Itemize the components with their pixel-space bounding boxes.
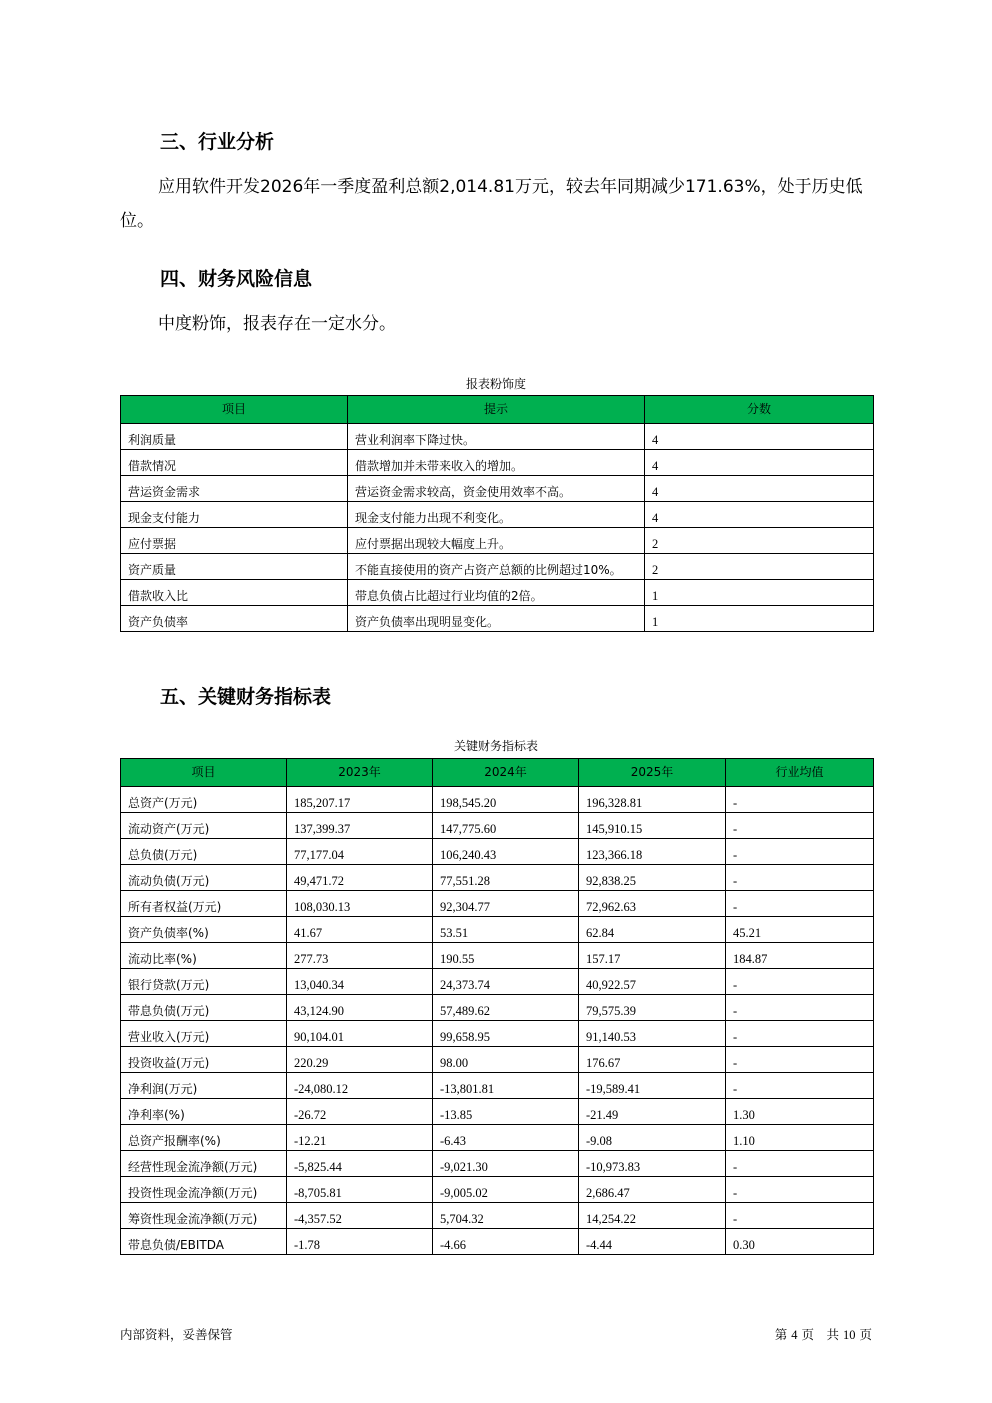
value-cell: 4: [645, 424, 874, 450]
row-label-cell: 净利润(万元): [121, 1073, 287, 1099]
value-cell: 277.73: [287, 943, 433, 969]
page-mid: 页 共: [801, 1327, 840, 1342]
value-cell: -: [726, 787, 874, 813]
table-row: [121, 1047, 874, 1073]
value-cell: 176.67: [579, 1047, 726, 1073]
row-label-cell: 营业收入(万元): [121, 1021, 287, 1047]
value-cell: 14,254.22: [579, 1203, 726, 1229]
value-cell: 108,030.13: [287, 891, 433, 917]
value-cell: 91,140.53: [579, 1021, 726, 1047]
section-heading-indicators: 五、关键财务指标表: [160, 686, 332, 708]
header-cell: 2023年: [287, 759, 433, 787]
value-cell: -24,080.12: [287, 1073, 433, 1099]
table-row: [121, 502, 874, 528]
row-label-cell: 银行贷款(万元): [121, 969, 287, 995]
value-cell: 198,545.20: [433, 787, 579, 813]
row-label-cell: 筹资性现金流净额(万元): [121, 1203, 287, 1229]
row-label-cell: 带息负债(万元): [121, 995, 287, 1021]
page-total: 10: [843, 1328, 856, 1342]
row-label-cell: 资产负债率(%): [121, 917, 287, 943]
value-cell: -8,705.81: [287, 1177, 433, 1203]
value-cell: 49,471.72: [287, 865, 433, 891]
value-cell: 2,686.47: [579, 1177, 726, 1203]
table-row: [121, 891, 874, 917]
value-cell: 1: [645, 580, 874, 606]
value-cell: 应付票据出现较大幅度上升。: [348, 528, 645, 554]
value-cell: 45.21: [726, 917, 874, 943]
value-cell: 106,240.43: [433, 839, 579, 865]
value-cell: -: [726, 1151, 874, 1177]
table-row: [121, 813, 874, 839]
value-cell: 2: [645, 528, 874, 554]
row-label-cell: 投资收益(万元): [121, 1047, 287, 1073]
value-cell: 157.17: [579, 943, 726, 969]
section-heading-risk: 四、财务风险信息: [160, 268, 313, 290]
header-cell: 2024年: [433, 759, 579, 787]
risk-table-caption: 报表粉饰度: [465, 377, 526, 391]
value-cell: 90,104.01: [287, 1021, 433, 1047]
table-row: [121, 1203, 874, 1229]
footer-page-number: [775, 1325, 872, 1343]
value-cell: -9.08: [579, 1125, 726, 1151]
indicator-table-caption: 关键财务指标表: [453, 739, 538, 753]
page-prefix: 第: [774, 1327, 788, 1342]
row-label-cell: 投资性现金流净额(万元): [121, 1177, 287, 1203]
table-header-row: [121, 759, 874, 787]
value-cell: 5,704.32: [433, 1203, 579, 1229]
value-cell: -: [726, 813, 874, 839]
value-cell: -10,973.83: [579, 1151, 726, 1177]
indicator-table: [120, 758, 874, 1255]
value-cell: -: [726, 1203, 874, 1229]
value-cell: 77,177.04: [287, 839, 433, 865]
row-label-cell: 带息负债/EBITDA: [121, 1229, 287, 1255]
table-row: [121, 1021, 874, 1047]
value-cell: 40,922.57: [579, 969, 726, 995]
value-cell: -: [726, 969, 874, 995]
row-label-cell: 总资产报酬率(%): [121, 1125, 287, 1151]
page-current: 4: [791, 1328, 798, 1342]
value-cell: 57,489.62: [433, 995, 579, 1021]
row-label-cell: 经营性现金流净额(万元): [121, 1151, 287, 1177]
table-row: [121, 1151, 874, 1177]
value-cell: 196,328.81: [579, 787, 726, 813]
value-cell: 77,551.28: [433, 865, 579, 891]
value-cell: 2: [645, 554, 874, 580]
row-label-cell: 流动负债(万元): [121, 865, 287, 891]
value-cell: 现金支付能力出现不利变化。: [348, 502, 645, 528]
table-row: [121, 1229, 874, 1255]
table-row: [121, 995, 874, 1021]
section-heading-industry: 三、行业分析: [160, 131, 275, 153]
value-cell: 营业利润率下降过快。: [348, 424, 645, 450]
row-label-cell: 流动比率(%): [121, 943, 287, 969]
value-cell: 72,962.63: [579, 891, 726, 917]
row-label-cell: 所有者权益(万元): [121, 891, 287, 917]
table-row: [121, 476, 874, 502]
value-cell: -13.85: [433, 1099, 579, 1125]
value-cell: 带息负债占比超过行业均值的2倍。: [348, 580, 645, 606]
value-cell: -6.43: [433, 1125, 579, 1151]
row-label-cell: 应付票据: [121, 528, 348, 554]
table-row: [121, 865, 874, 891]
value-cell: 1: [645, 606, 874, 632]
footer-confidential: 内部资料，妥善保管: [120, 1327, 233, 1342]
table-row: [121, 1125, 874, 1151]
value-cell: 184.87: [726, 943, 874, 969]
header-cell: 提示: [348, 396, 645, 424]
value-cell: -4.66: [433, 1229, 579, 1255]
table-row: [121, 1099, 874, 1125]
row-label-cell: 现金支付能力: [121, 502, 348, 528]
value-cell: 4: [645, 450, 874, 476]
value-cell: -9,021.30: [433, 1151, 579, 1177]
table-row: [121, 943, 874, 969]
value-cell: 24,373.74: [433, 969, 579, 995]
value-cell: -26.72: [287, 1099, 433, 1125]
header-cell: 2025年: [579, 759, 726, 787]
value-cell: 62.84: [579, 917, 726, 943]
table-row: [121, 917, 874, 943]
value-cell: 41.67: [287, 917, 433, 943]
value-cell: 137,399.37: [287, 813, 433, 839]
value-cell: -4,357.52: [287, 1203, 433, 1229]
risk-table: [120, 395, 874, 632]
row-label-cell: 净利率(%): [121, 1099, 287, 1125]
row-label-cell: 流动资产(万元): [121, 813, 287, 839]
value-cell: 220.29: [287, 1047, 433, 1073]
value-cell: -12.21: [287, 1125, 433, 1151]
row-label-cell: 总负债(万元): [121, 839, 287, 865]
table-row: [121, 424, 874, 450]
value-cell: -: [726, 839, 874, 865]
value-cell: -: [726, 1021, 874, 1047]
table-row: [121, 580, 874, 606]
row-label-cell: 资产负债率: [121, 606, 348, 632]
header-cell: 分数: [645, 396, 874, 424]
row-label-cell: 资产质量: [121, 554, 348, 580]
header-cell: 项目: [121, 396, 348, 424]
value-cell: 4: [645, 476, 874, 502]
value-cell: -19,589.41: [579, 1073, 726, 1099]
table-row: [121, 554, 874, 580]
row-label-cell: 总资产(万元): [121, 787, 287, 813]
value-cell: -: [726, 891, 874, 917]
table-row: [121, 606, 874, 632]
table-row: [121, 450, 874, 476]
value-cell: 79,575.39: [579, 995, 726, 1021]
value-cell: 营运资金需求较高，资金使用效率不高。: [348, 476, 645, 502]
value-cell: -21.49: [579, 1099, 726, 1125]
value-cell: -4.44: [579, 1229, 726, 1255]
value-cell: -1.78: [287, 1229, 433, 1255]
page-suffix: 页: [859, 1327, 872, 1342]
table-row: [121, 1073, 874, 1099]
value-cell: 借款增加并未带来收入的增加。: [348, 450, 645, 476]
value-cell: -: [726, 1047, 874, 1073]
table-header-row: [121, 396, 874, 424]
value-cell: 0.30: [726, 1229, 874, 1255]
header-cell: 项目: [121, 759, 287, 787]
value-cell: 92,304.77: [433, 891, 579, 917]
value-cell: -: [726, 1073, 874, 1099]
value-cell: 不能直接使用的资产占资产总额的比例超过10%。: [348, 554, 645, 580]
value-cell: 1.10: [726, 1125, 874, 1151]
row-label-cell: 借款情况: [121, 450, 348, 476]
value-cell: 98.00: [433, 1047, 579, 1073]
value-cell: 123,366.18: [579, 839, 726, 865]
value-cell: -5,825.44: [287, 1151, 433, 1177]
table-row: [121, 1177, 874, 1203]
value-cell: -: [726, 995, 874, 1021]
value-cell: -13,801.81: [433, 1073, 579, 1099]
value-cell: 43,124.90: [287, 995, 433, 1021]
value-cell: -: [726, 865, 874, 891]
value-cell: 资产负债率出现明显变化。: [348, 606, 645, 632]
value-cell: 185,207.17: [287, 787, 433, 813]
row-label-cell: 营运资金需求: [121, 476, 348, 502]
value-cell: 13,040.34: [287, 969, 433, 995]
table-row: [121, 787, 874, 813]
table-row: [121, 528, 874, 554]
value-cell: 145,910.15: [579, 813, 726, 839]
row-label-cell: 利润质量: [121, 424, 348, 450]
value-cell: 99,658.95: [433, 1021, 579, 1047]
table-row: [121, 969, 874, 995]
value-cell: 92,838.25: [579, 865, 726, 891]
value-cell: 1.30: [726, 1099, 874, 1125]
header-cell: 行业均值: [726, 759, 874, 787]
value-cell: -9,005.02: [433, 1177, 579, 1203]
risk-paragraph: 中度粉饰，报表存在一定水分。: [158, 314, 396, 334]
row-label-cell: 借款收入比: [121, 580, 348, 606]
industry-paragraph: 应用软件开发2026年一季度盈利总额2,014.81万元，较去年同期减少171.63%，处于历史低位。: [120, 177, 863, 231]
value-cell: 147,775.60: [433, 813, 579, 839]
value-cell: 190.55: [433, 943, 579, 969]
table-row: [121, 839, 874, 865]
value-cell: 53.51: [433, 917, 579, 943]
value-cell: -: [726, 1177, 874, 1203]
value-cell: 4: [645, 502, 874, 528]
